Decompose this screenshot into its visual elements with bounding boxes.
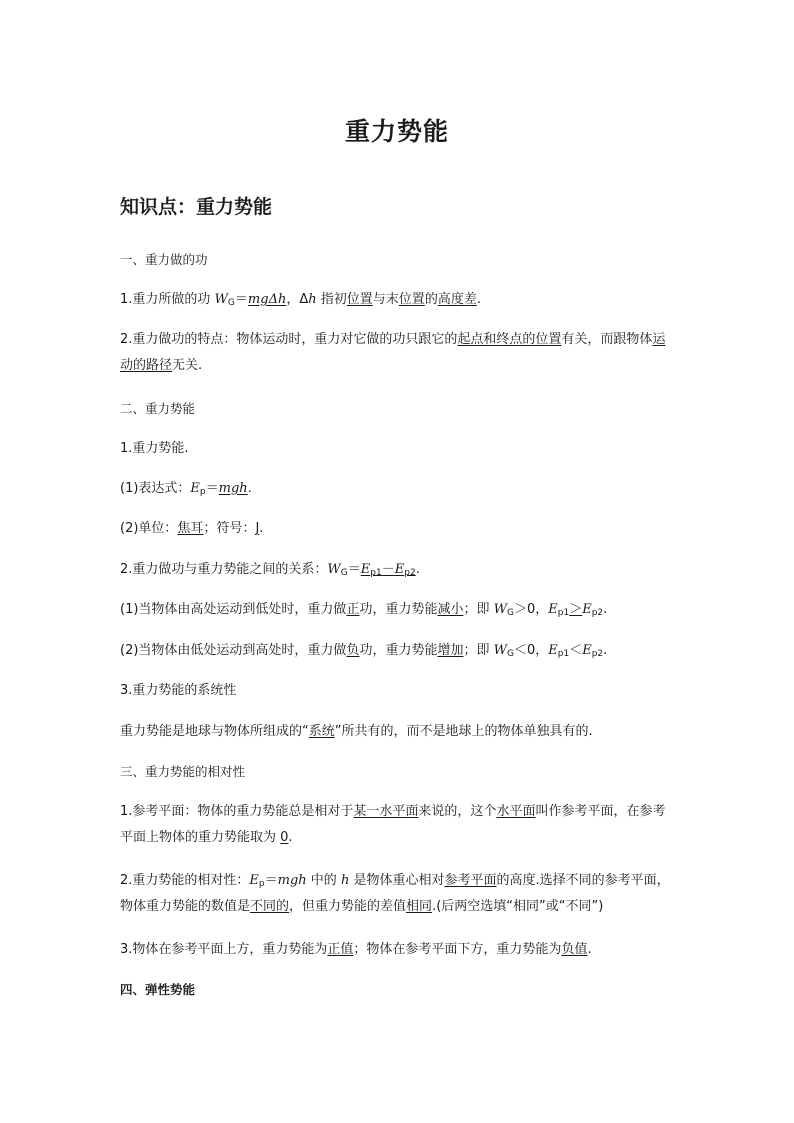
para-pe-unit: (2)单位：焦耳；符号：J.	[120, 521, 264, 536]
para-gravity-work-feature: 2.重力做功的特点：物体运动时，重力对它做的功只跟它的起点和终点的位置有关，而跟物体运动的路径无关.	[120, 332, 666, 373]
para-pe-system-title: 3.重力势能的系统性	[120, 683, 237, 698]
para-pe-case-down: (1)当物体由高处运动到低处时，重力做正功，重力势能减小；即 $W_G>0$，$E_{p1}>E_{p2}$.	[120, 602, 608, 618]
heading-potential-energy: 二、重力势能	[120, 401, 196, 416]
heading-elastic: 四、弹性势能	[120, 982, 196, 997]
para-pe-def: 1.重力势能.	[120, 441, 189, 456]
para-pe-expression: (1)表达式：$E_p=mgh$.	[120, 481, 252, 497]
para-gravity-work-formula: 1.重力所做的功 $W_G=mg\Delta h$，Δh 指初位置与末位置的高度差.	[120, 292, 481, 308]
para-reference-plane: 1.参考平面：物体的重力势能总是相对于某一水平面来说的，这个水平面叫作参考平面，在参考平面上物体的重力势能取为 0.	[120, 804, 666, 845]
para-relativity: 2.重力势能的相对性：$E_p=mgh$ 中的 h 是物体重心相对参考平面的高度.选择不同的参考平面，物体重力势能的数值是不同的，但重力势能的差值相同.(后两空选填“相同”或“不同”)	[120, 873, 670, 914]
para-pe-relation: 2.重力做功与重力势能之间的关系：$W_G=E_{p1}-E_{p2}$.	[120, 562, 420, 578]
para-pe-case-up: (2)当物体由低处运动到高处时，重力做负功，重力势能增加；即 $W_G<0$，$E_{p1}<E_{p2}$.	[120, 643, 608, 659]
page-title: 重力势能	[344, 117, 449, 146]
para-pe-system: 重力势能是地球与物体所组成的“系统”所共有的，而不是地球上的物体单独具有的.	[120, 724, 593, 739]
heading-gravity-work: 一、重力做的功	[120, 252, 208, 267]
section-heading: 知识点：重力势能	[120, 196, 273, 218]
para-sign: 3.物体在参考平面上方，重力势能为正值；物体在参考平面下方，重力势能为负值.	[120, 942, 592, 957]
heading-relativity: 三、重力势能的相对性	[120, 764, 246, 779]
